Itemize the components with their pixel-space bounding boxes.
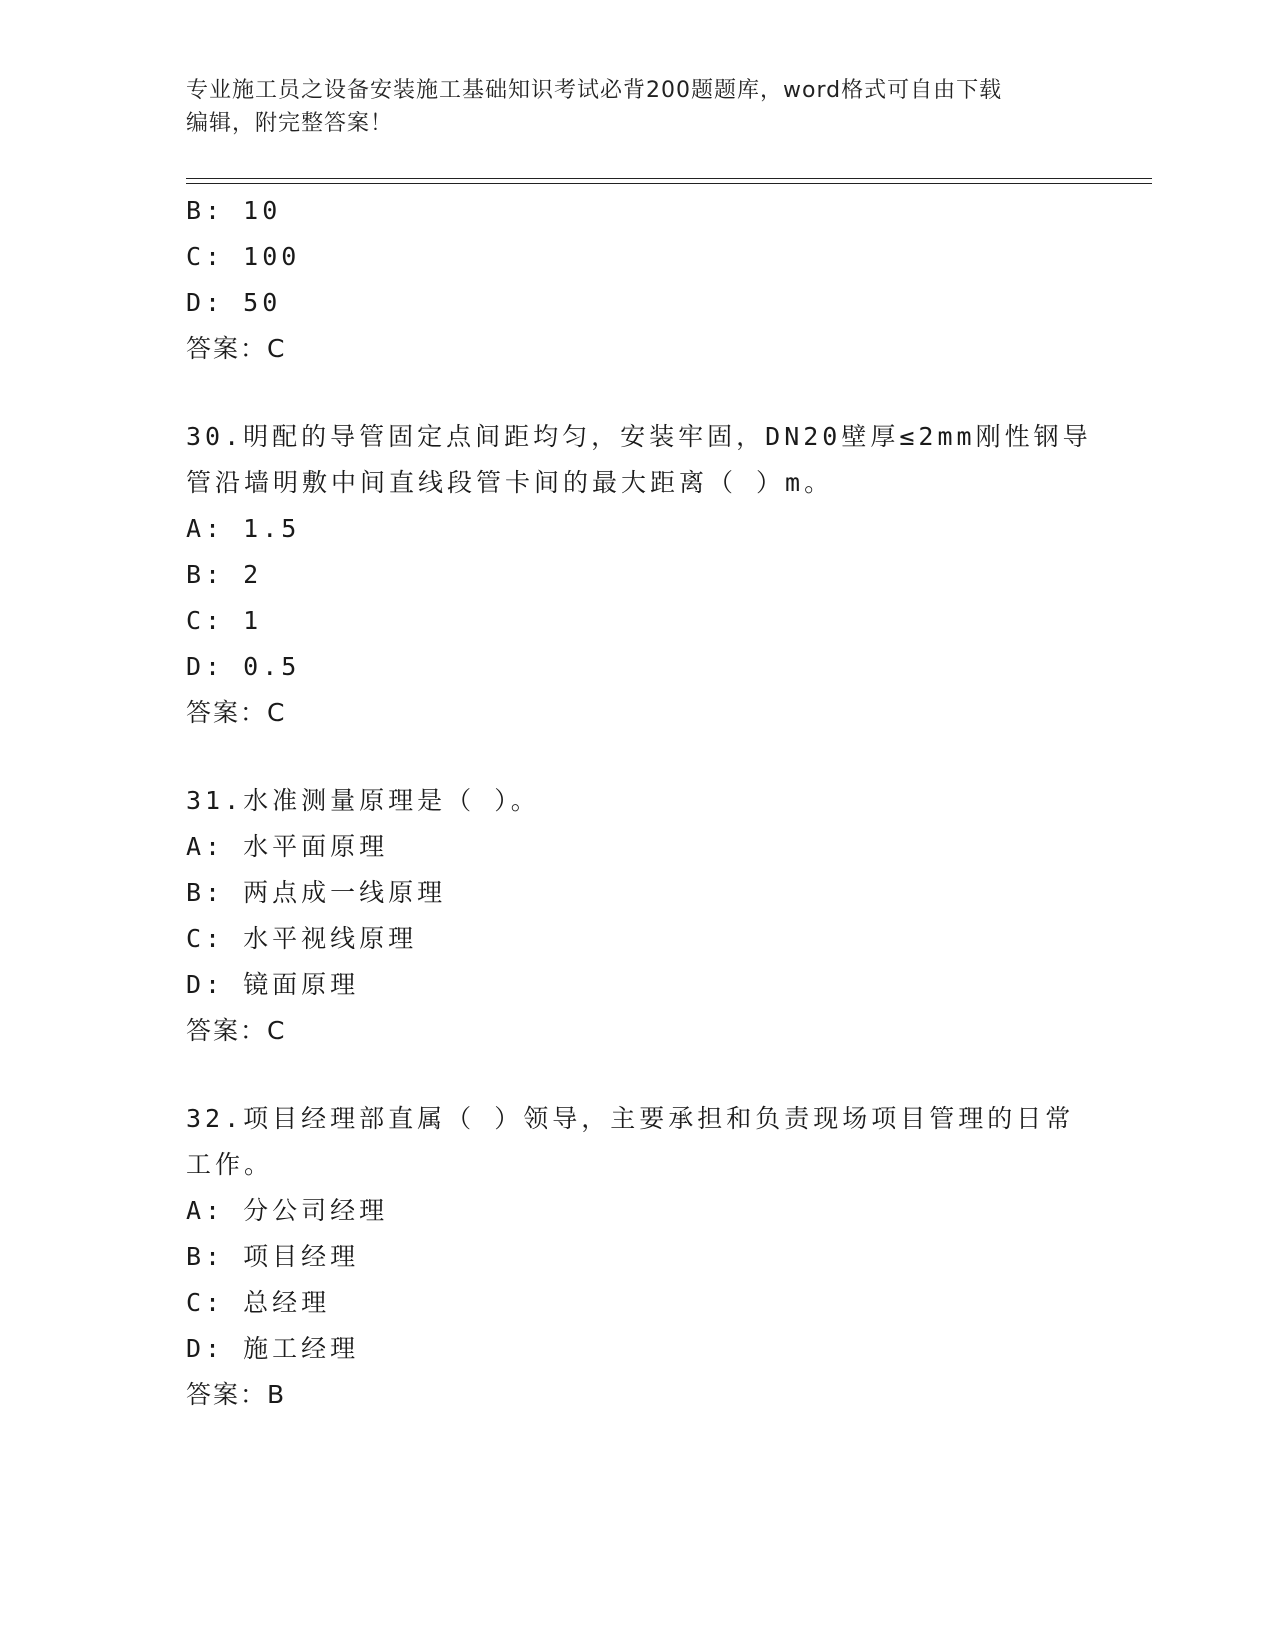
option-b: B: 2 [186,560,263,589]
option-a: A: 分公司经理 [186,1196,389,1225]
header-line-1: 专业施工员之设备安装施工基础知识考试必背200题题库，word格式可自由下载 [186,78,1003,103]
question-31 [186,778,1086,1054]
question-30 [186,414,1092,736]
option-d: D: 0.5 [186,652,301,681]
question-list [186,188,1092,1418]
option-a: A: 1.5 [186,514,301,543]
option-d: D: 50 [186,288,282,317]
header-divider-top [186,178,1152,179]
header-divider-bottom [186,183,1152,184]
option-c: C: 1 [186,606,263,635]
spacer [186,1054,1086,1096]
question-stem: 32.项目经理部直属（ ）领导，主要承担和负责现场项目管理的日常 [186,1104,1075,1133]
option-b: B: 10 [186,196,282,225]
question-stem-continued: 工作。 [186,1150,274,1179]
question-29-partial [186,188,1086,372]
option-d: D: 镜面原理 [186,970,360,999]
question-stem: 30.明配的导管固定点间距均匀，安装牢固，DN20壁厚≤2mm刚性钢导 [186,422,1092,451]
spacer [186,736,1086,778]
option-d: D: 施工经理 [186,1334,360,1363]
spacer [186,372,1086,414]
option-a: A: 水平面原理 [186,832,389,861]
option-c: C: 100 [186,242,301,271]
option-c: C: 水平视线原理 [186,924,418,953]
answer-line: 答案：C [186,1016,287,1045]
question-stem-continued: 管沿墙明敷中间直线段管卡间的最大距离（ ）m。 [186,468,834,497]
option-b: B: 项目经理 [186,1242,360,1271]
document-header [186,74,1066,140]
answer-line: 答案：B [186,1380,287,1409]
answer-line: 答案：C [186,698,287,727]
question-32 [186,1096,1086,1418]
header-line-2: 编辑，附完整答案！ [186,111,394,136]
option-b: B: 两点成一线原理 [186,878,447,907]
answer-line: 答案：C [186,334,287,363]
question-stem: 31.水准测量原理是（ ）。 [186,786,540,815]
option-c: C: 总经理 [186,1288,331,1317]
